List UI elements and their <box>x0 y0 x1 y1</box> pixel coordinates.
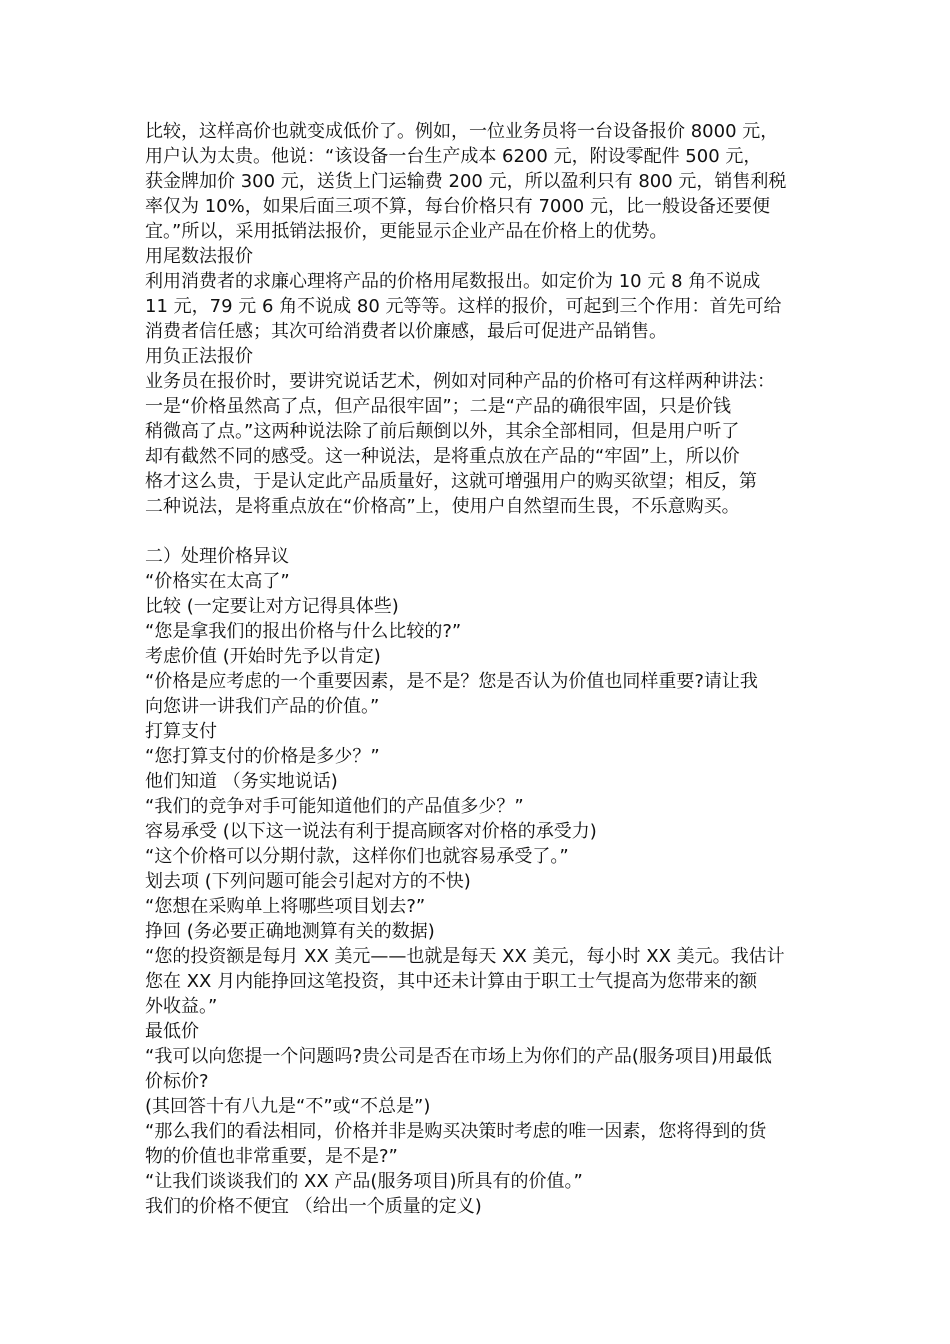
section-heading: 二）处理价格异议 <box>145 546 289 567</box>
text-line: “您打算支付的价格是多少？” <box>145 746 380 767</box>
text-line: 一是“价格虽然高了点，但产品很牢固”；二是“产品的确很牢固，只是价钱 <box>145 396 731 417</box>
text-line: 率仅为 10%，如果后面三项不算，每台价格只有 7000 元，比一般设备还要便 <box>145 196 770 217</box>
text-line: “这个价格可以分期付款，这样你们也就容易承受了。” <box>145 846 569 867</box>
text-line: (其回答十有八九是“不”或“不总是”) <box>145 1096 431 1117</box>
text-line: 业务员在报价时，要讲究说话艺术，例如对同种产品的价格可有这样两种讲法： <box>145 371 775 392</box>
text-line: “我可以向您提一个问题吗?贵公司是否在市场上为你们的产品(服务项目)用最低 <box>145 1046 772 1067</box>
text-line: 您在 XX 月内能挣回这笔投资，其中还未计算由于职工士气提高为您带来的额 <box>145 971 758 992</box>
text-line: 他们知道 （务实地说话) <box>145 771 338 792</box>
text-line: 二种说法，是将重点放在“价格高”上，使用户自然望而生畏，不乐意购买。 <box>145 496 740 517</box>
text-line: 比较 (一定要让对方记得具体些) <box>145 596 399 617</box>
text-line: “让我们谈谈我们的 XX 产品(服务项目)所具有的价值。” <box>145 1171 583 1192</box>
text-line: “价格是应考虑的一个重要因素，是不是？您是否认为价值也同样重要?请让我 <box>145 671 758 692</box>
text-line: 外收益。” <box>145 996 218 1017</box>
text-line: 挣回 (务必要正确地测算有关的数据) <box>145 921 435 942</box>
text-line: 宜。”所以，采用抵销法报价，更能显示企业产品在价格上的优势。 <box>145 221 668 242</box>
text-line: 价标价? <box>145 1071 209 1092</box>
text-line: 我们的价格不便宜 （给出一个质量的定义) <box>145 1196 482 1217</box>
text-line: 考虑价值 (开始时先予以肯定) <box>145 646 381 667</box>
section-heading: 用尾数法报价 <box>145 246 253 267</box>
section-heading: 用负正法报价 <box>145 346 253 367</box>
text-line: 11 元，79 元 6 角不说成 80 元等等。这样的报价，可起到三个作用：首先可给 <box>145 296 782 317</box>
text-line: “您的投资额是每月 XX 美元——也就是每天 XX 美元，每小时 XX 美元。我估计 <box>145 946 785 967</box>
text-line: 利用消费者的求廉心理将产品的价格用尾数报出。如定价为 10 元 8 角不说成 <box>145 271 761 292</box>
text-line: “您是拿我们的报出价格与什么比较的?” <box>145 621 462 642</box>
text-line: “我们的竞争对手可能知道他们的产品值多少？” <box>145 796 524 817</box>
text-line: “那么我们的看法相同，价格并非是购买决策时考虑的唯一因素，您将得到的货 <box>145 1121 767 1142</box>
text-line: 打算支付 <box>145 721 217 742</box>
text-line: 划去项 (下列问题可能会引起对方的不快) <box>145 871 471 892</box>
text-line: 稍微高了点。”这两种说法除了前后颠倒以外，其余全部相同，但是用户听了 <box>145 421 740 442</box>
text-line: 获金牌加价 300 元，送货上门运输费 200 元，所以盈利只有 800 元，销售利税 <box>145 171 787 192</box>
blank-line <box>145 519 825 544</box>
text-line: 容易承受 (以下这一说法有利于提高顾客对价格的承受力) <box>145 821 597 842</box>
text-line: 却有截然不同的感受。这一种说法，是将重点放在产品的“牢固”上，所以价 <box>145 446 740 467</box>
text-line: 消费者信任感；其次可给消费者以价廉感，最后可促进产品销售。 <box>145 321 667 342</box>
text-line: “您想在采购单上将哪些项目划去?” <box>145 896 426 917</box>
text-line: 向您讲一讲我们产品的价值。” <box>145 696 380 717</box>
text-line: 物的价值也非常重要，是不是?” <box>145 1146 398 1167</box>
document-page <box>145 119 825 1219</box>
text-line: 格才这么贵，于是认定此产品质量好，这就可增强用户的购买欲望；相反，第 <box>145 471 757 492</box>
text-line: 最低价 <box>145 1021 199 1042</box>
text-line: “价格实在太高了” <box>145 571 290 592</box>
text-line: 用户认为太贵。他说：“该设备一台生产成本 6200 元，附设零配件 500 元， <box>145 146 762 167</box>
text-line: 比较，这样高价也就变成低价了。例如，一位业务员将一台设备报价 8000 元， <box>145 121 779 142</box>
